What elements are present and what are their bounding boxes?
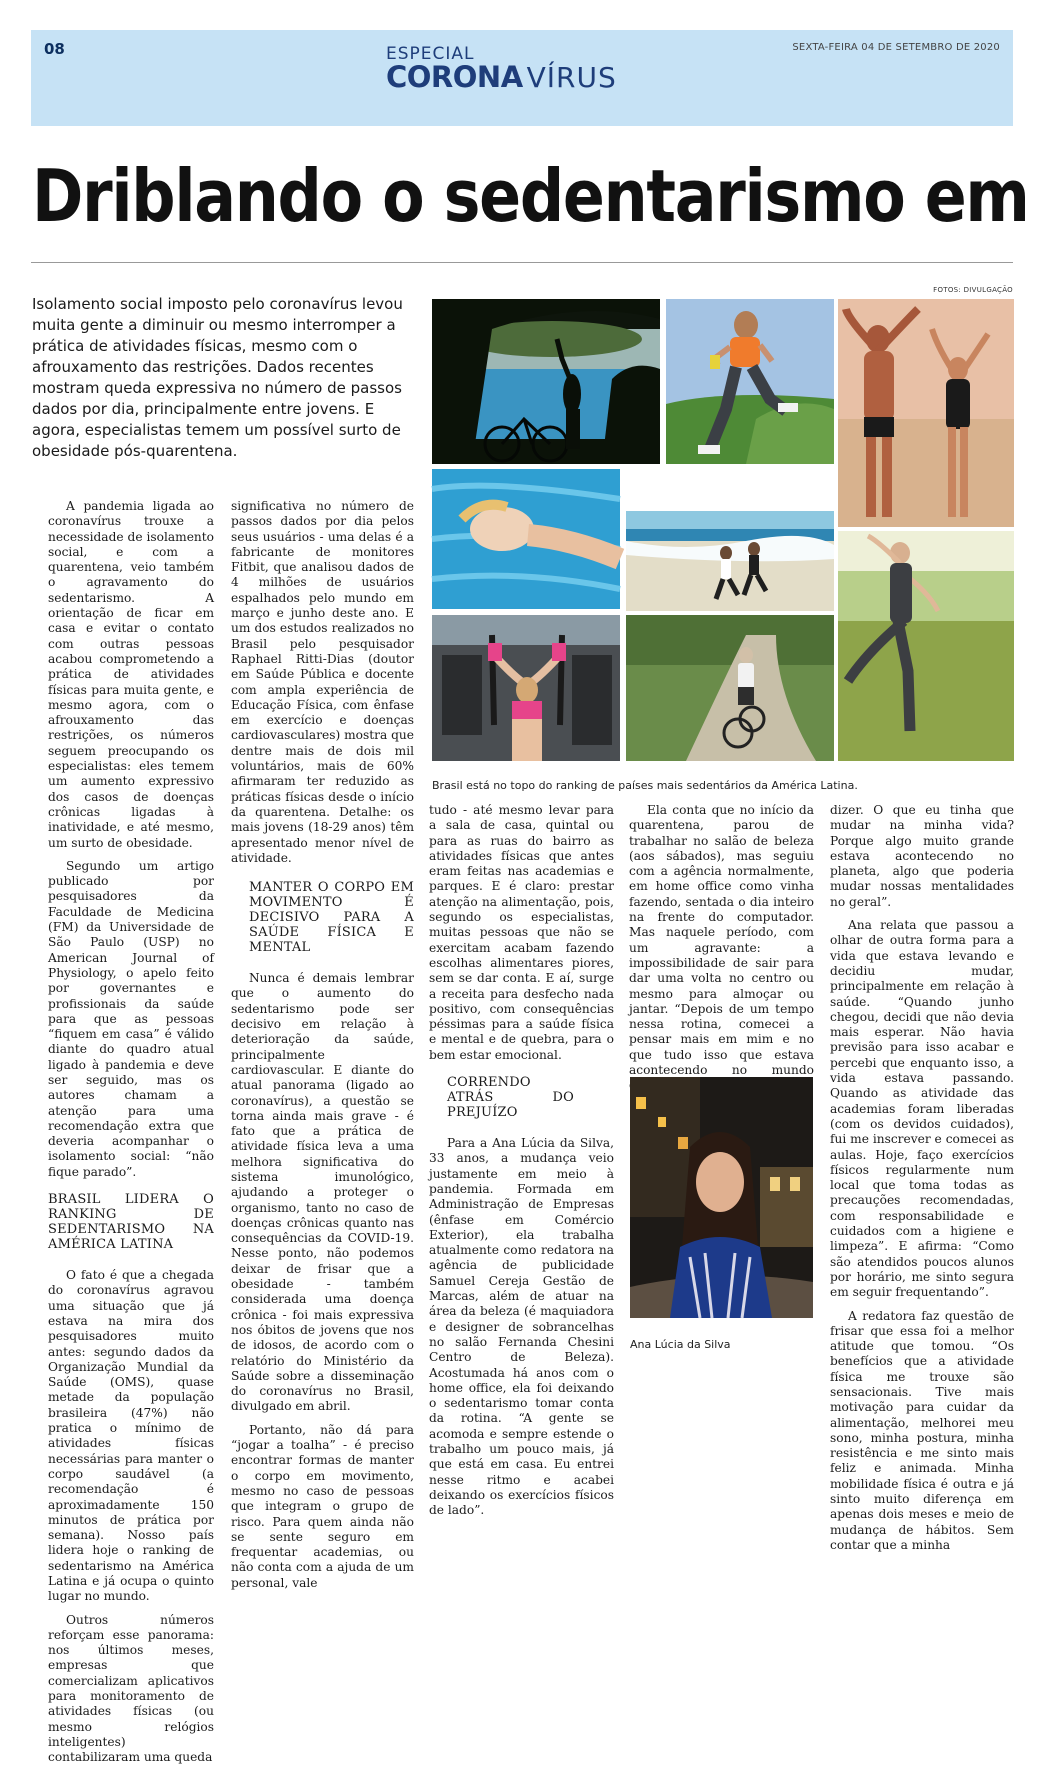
- subheading-correndo: CORRENDO ATRÁS DO PREJUÍZO: [447, 1075, 574, 1121]
- article-column-5: [830, 803, 1014, 1561]
- photo-couple-stretching: [838, 299, 1014, 527]
- photo-lake-stretch-bicycle: [432, 299, 660, 464]
- photo-woman-gym: [432, 615, 620, 761]
- article-column-2: [231, 499, 414, 1599]
- page-number: 08: [44, 40, 65, 58]
- headline: Driblando o sedentarismo em: [32, 154, 1029, 238]
- paragraph: Nunca é demais lembrar que o aumento do sedentarismo pode ser decisivo em relação à deterioração da saúde, principalmente cardiovascular. E diante do atual panorama (ligado ao coronavírus), a questão se torna ainda mais grave - é fato que a prática de atividade física leva a uma melhora significativa do sistema imunológico, ajudando a proteger o organismo, tanto no caso de doenças crônicas quanto nas consequências da COVID-19. Nesse ponto, não podemos deixar de frisar que a obesidade - também considerada uma doença crônica - foi mais expressiva nos óbitos de jovens que nos de idosos, de acordo com o relatório do Ministério da Saúde sobre a disseminação do coronavírus no Brasil, divulgado em abril.: [231, 971, 414, 1414]
- paragraph: A redatora faz questão de frisar que essa foi a melhor atitude que tomou. “Os benefícios que a atividade física me trouxe são sensacionais. Tive mais motivação para cuidar da alimentação, melhorei meu sono, minha postura, minha resistência e me sinto mais feliz e animada. Minha mobilidade física é outra e já sinto muito diferença em apenas dois meses e meio de mudança de hábitos. Sem contar que a minha: [830, 1308, 1014, 1552]
- subheading-manter-o-corpo: MANTER O CORPO EM MOVIMENTO É DECISIVO PARA A SAÚDE FÍSICA E MENTAL: [249, 880, 414, 956]
- photo-couple-beach-running: [626, 511, 834, 611]
- subheading-brasil-lidera: BRASIL LIDERA O RANKING DE SEDENTARISMO NA AMÉRICA LATINA: [48, 1192, 214, 1253]
- logo-especial-text: ESPECIAL: [386, 44, 475, 64]
- paragraph: Ela conta que no início da quarentena, parou de trabalhar no salão de beleza (aos sábados), mas seguiu com a agência normalmente, em home office como vinha fazendo, sentada o dia inteiro na frente do computador. Mas naquele período, com um agravante: a impossibilidade de sair para dar uma volta no centro ou mesmo para almoçar ou jantar. “Depois de um tempo nessa rotina, comecei a pensar mais em mim e no que tudo isso que estava acontecendo no mundo: [629, 803, 814, 1078]
- photo-woman-running: [666, 299, 834, 464]
- paragraph: dizer. O que eu tinha que mudar na minha vida? Porque algo muito grande estava acontecendo no planeta, algo que poderia mudar nossas mentalidades no geral”.: [830, 803, 1014, 909]
- portrait-caption: Ana Lúcia da Silva: [630, 1338, 731, 1351]
- photo-ana-lucia-portrait: [630, 1077, 813, 1318]
- logo-wordmark: [386, 60, 617, 94]
- publication-date: SEXTA-FEIRA 04 DE SETEMBRO DE 2020: [792, 42, 1000, 53]
- photo-credit: FOTOS: DIVULGAÇÃO: [933, 286, 1013, 294]
- especial-coronavirus-logo: [386, 44, 666, 100]
- paragraph: Segundo um artigo publicado por pesquisadores da Faculdade de Medicina (FM) da Universidade de São Paulo (USP) no American Journal of Physiology, o apelo feito por governantes e profissionais da saúde para que as pessoas “fiquem em casa” é válido diante do quadro atual ligado à pandemia e deve ser seguido, mas os autores chamam a atenção para uma recomendação extra que deveria acompanhar o isolamento social: “não fique parado”.: [48, 858, 214, 1179]
- paragraph: Ana relata que passou a olhar de outra forma para a vida que estava levando e decidiu mudar, principalmente em relação à saúde. “Quando junho chegou, decidi que não devia mais esperar. Não havia previsão para isso acabar e percebi que enquanto isso, a vida estava passando. Quando as atividade das academias foram liberadas (com os devidos cuidados), fui me inscrever e comecei as aulas. Hoje, faço exercícios físicos regularmente num local que toma todas as precauções recomendadas, com responsabilidade e cuidados com a higiene e limpeza”. E afirma: “Como são atendidos poucos alunos por horário, me sinto segura em seguir frequentando”.: [830, 918, 1014, 1300]
- headline-divider: [31, 262, 1013, 263]
- paragraph: Outros números reforçam esse panorama: nos últimos meses, empresas que comercializam aplicativos para monitoramento de atividades físicas (ou mesmo relógios inteligentes) contabilizaram uma queda: [48, 1612, 214, 1765]
- paragraph: O fato é que a chegada do coronavírus agravou uma situação que já estava na mira dos pesquisadores muito antes: segundo dados da Organização Mundial da Saúde (OMS), quase metade da população brasileira (47%) não pratica o mínimo de atividades físicas necessárias para manter o corpo saudável (a recomendação é aproximadamente 150 minutos de prática por semana). Nosso país lidera hoje o ranking de sedentarismo na América Latina e já ocupa o quinto lugar no mundo.: [48, 1268, 214, 1604]
- paragraph: tudo - até mesmo levar para a sala de casa, quintal ou para as ruas do bairro as atividades físicas que antes eram feitas nas academias e parques. E é claro: prestar atenção na alimentação, pois, segundo os especialistas, muitas pessoas que não se exercitam acabam fazendo escolhas alimentares piores, sem se dar conta. E aí, surge a receita para desfecho nada positivo, com consequências péssimas para a saúde física e mental e de quebra, para o bem estar emocional.: [429, 803, 614, 1062]
- article-column-4: [629, 803, 814, 1102]
- paragraph: significativa no número de passos dados por dia pelos seus usuários - uma delas é a fabricante de monitores Fitbit, que analisou dados de 4 milhões de usuários espalhados pelo mundo em março e junho deste ano. E um dos estudos realizados no Brasil pelo pesquisador Raphael Ritti-Dias (doutor em Saúde Pública e docente com ampla experiência de Educação Física, com ênfase em exercício e doenças cardiovasculares) mostra que dentre mais de dois mil voluntários, mais de 60% afirmaram ter reduzido as práticas físicas desde o início da quarentena. Detalhe: os mais jovens (18-29 anos) têm apresentado menor nível de atividade.: [231, 499, 414, 865]
- lead-paragraph: Isolamento social imposto pelo coronavírus levou muita gente a diminuir ou mesmo interromper a prática de atividades físicas, mesmo com o afrouxamento das restrições. Dados recentes mostram queda expressiva no número de passos dados por dia, principalmente entre jovens. E agora, especialistas temem um possível surto de obesidade pós-quarentena.: [32, 295, 403, 460]
- photo-woman-dance-pose: [838, 531, 1014, 761]
- paragraph: Para a Ana Lúcia da Silva, 33 anos, a mudança veio justamente em meio à pandemia. Formada em Administração de Empresas (ênfase em Comércio Exterior), ela trabalha atualmente como redatora na agência de publicidade Samuel Cereja Gestão de Marcas, além de atuar na área da beleza (é maquiadora e designer de sobrancelhas no salão Fernanda Chesini Centro de Beleza). Acostumada há anos com o home office, ela foi deixando o sedentarismo tomar conta da rotina. “A gente se acomoda e sempre estende o trabalho um pouco mais, já que está em casa. Eu entrei nesse ritmo e acabei deixando os exercícios físicos de lado”.: [429, 1136, 614, 1518]
- paragraph: Portanto, não dá para “jogar a toalha” - é preciso encontrar formas de manter o corpo em movimento, mesmo no caso de pessoas que integram o grupo de risco. Para quem ainda não se sente seguro em frequentar academias, ou não conta com a ajuda de um personal, vale: [231, 1422, 414, 1590]
- article-column-1: [48, 499, 214, 1774]
- logo-virus-text: VÍRUS: [526, 60, 617, 94]
- photo-woman-cycling: [626, 615, 834, 761]
- photo-woman-floating-pool: [432, 469, 620, 609]
- article-column-3: [429, 803, 614, 1526]
- logo-corona-text: CORONA: [386, 60, 523, 94]
- photo-collage: [432, 299, 1014, 761]
- paragraph: A pandemia ligada ao coronavírus trouxe a necessidade de isolamento social, e com a quarentena, veio também o agravamento do sedentarismo. A orientação de ficar em casa e evitar o contato com outras pessoas acabou comprometendo a prática de atividades físicas para muita gente, e mesmo agora, com o afrouxamento das restrições, os números seguem preocupando os especialistas: eles temem um aumento expressivo dos casos de doenças crônicas ligadas à inatividade, e até mesmo, um surto de obesidade.: [48, 499, 214, 850]
- collage-caption: Brasil está no topo do ranking de países mais sedentários da América Latina.: [432, 779, 858, 792]
